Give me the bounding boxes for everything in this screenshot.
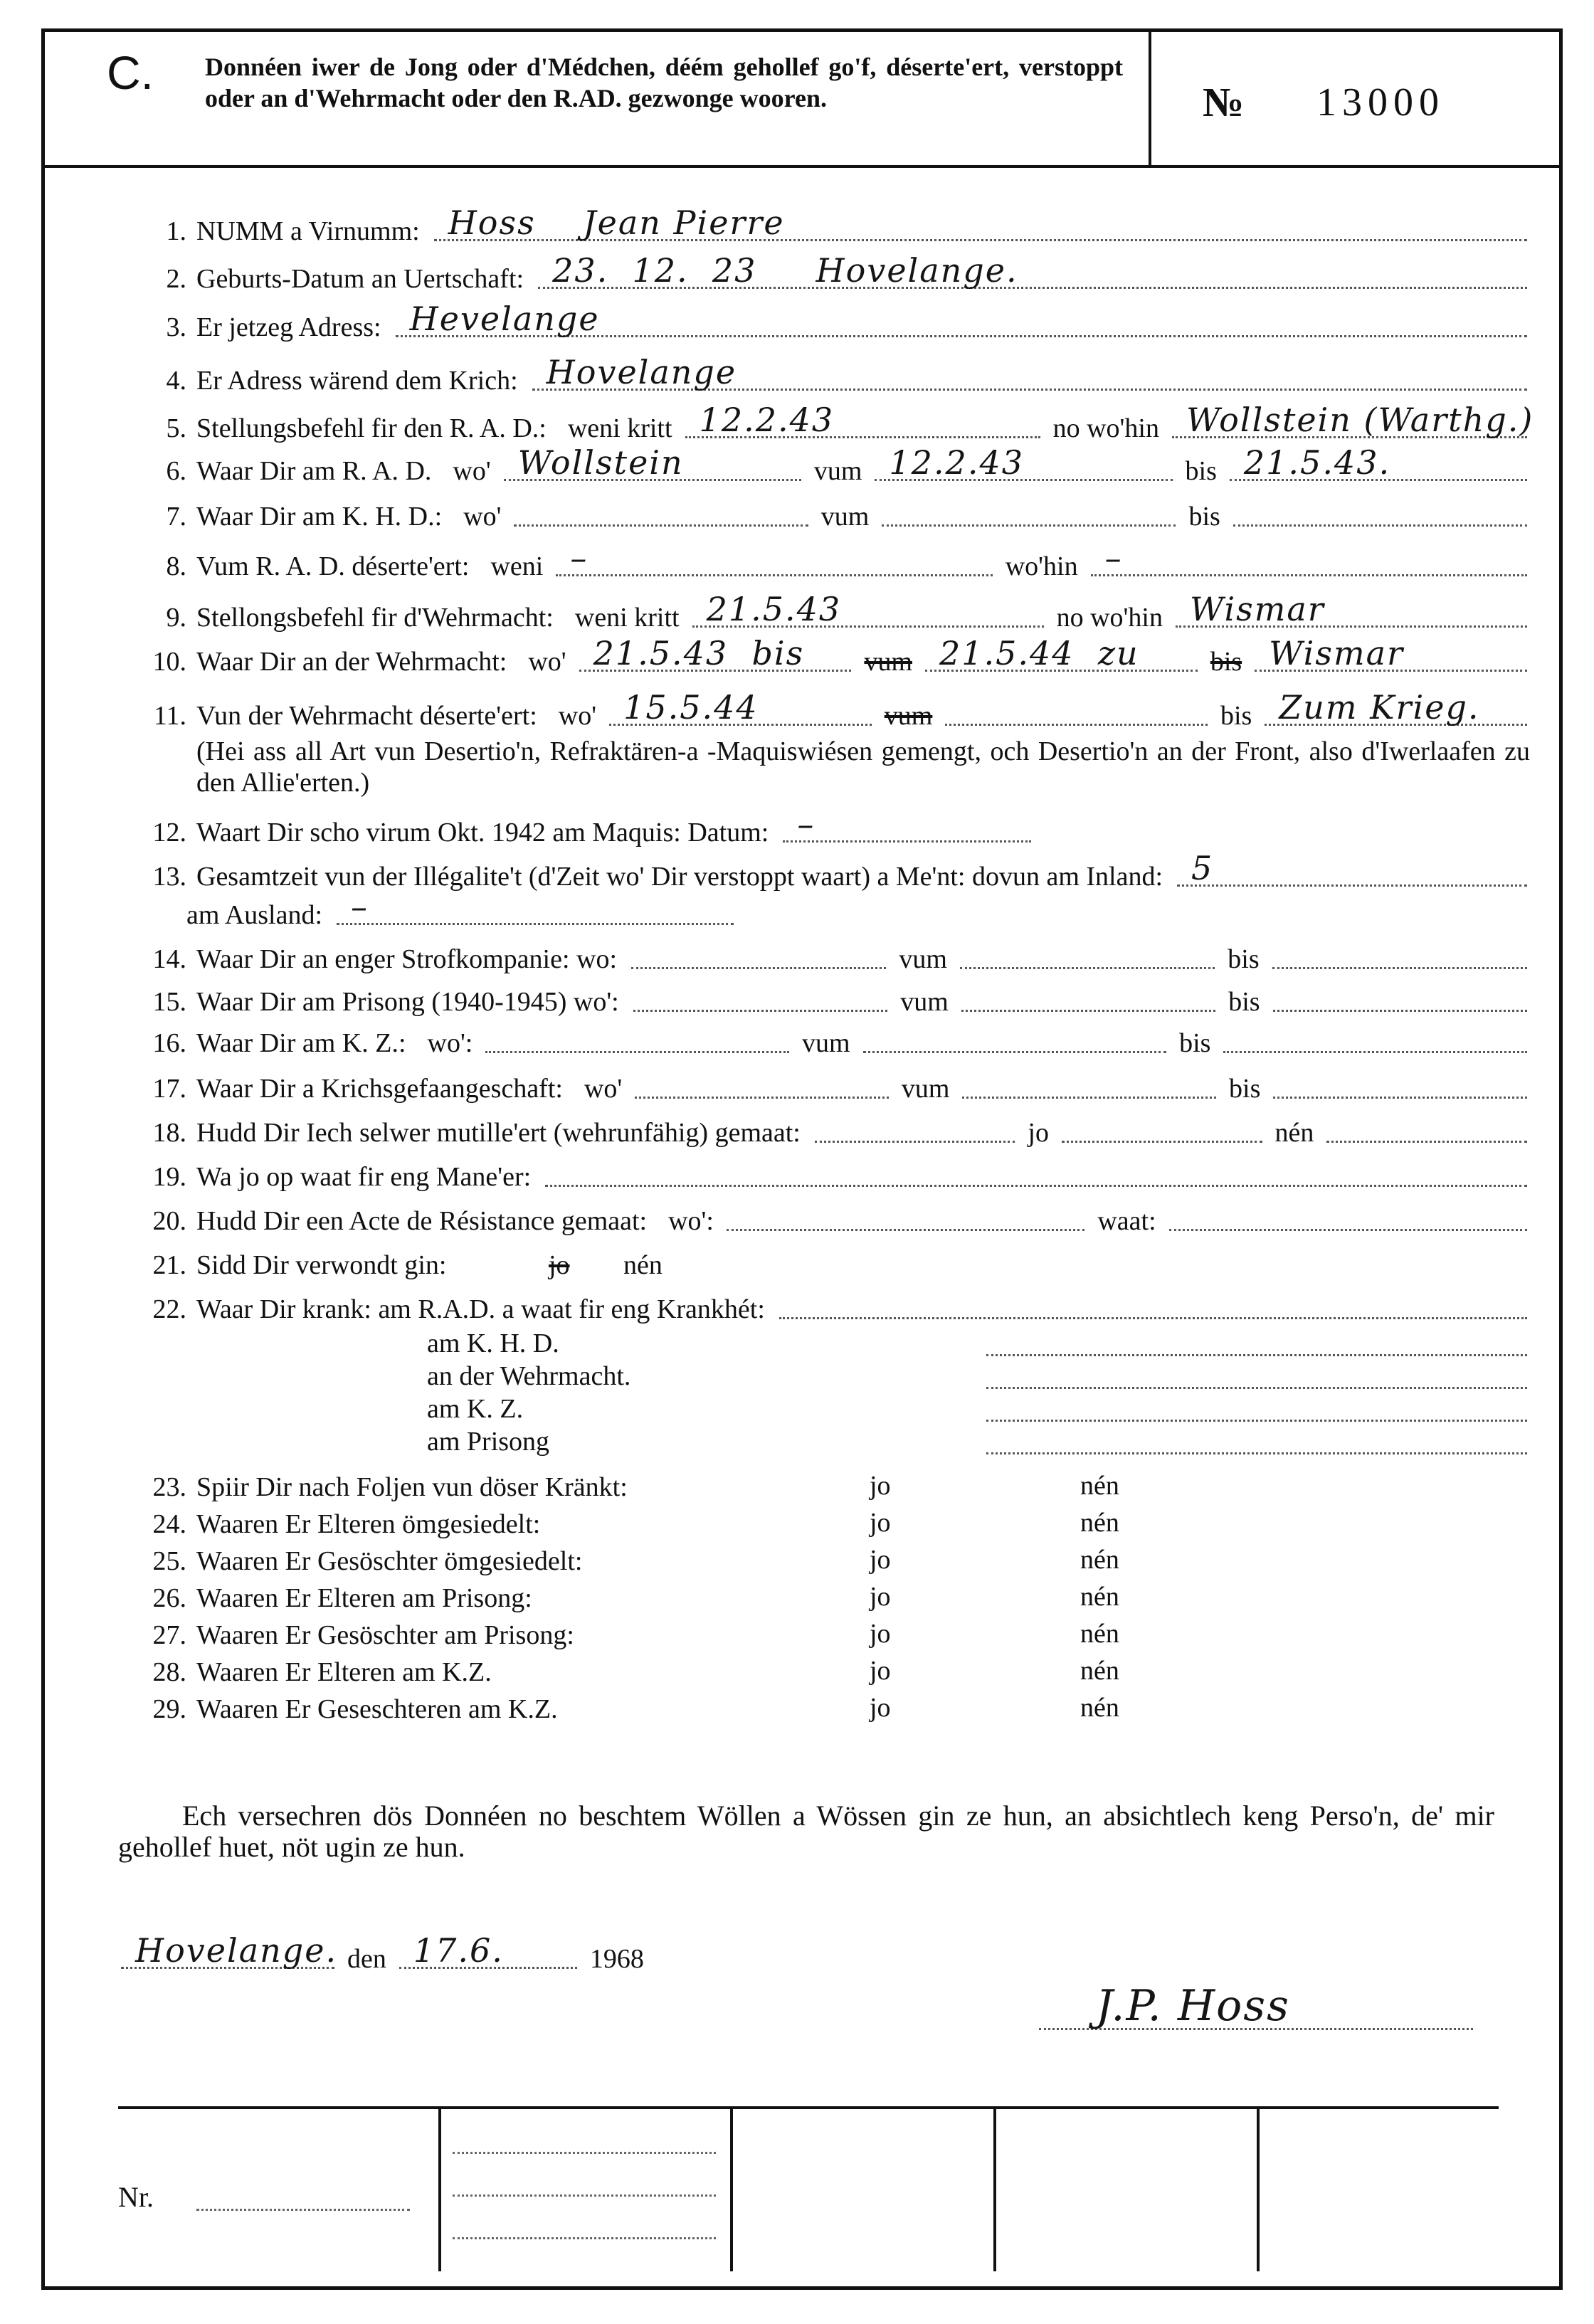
printed-label: bis <box>1229 1074 1261 1104</box>
declaration: Ech versechren dös Donnéen no beschtem Wöllen a Wössen gin ze hun, an absichtlech keng Perso'n, de' mir gehollef huet, nöt ugin ze hun. <box>118 1800 1494 1863</box>
handwritten-value: Hovelange <box>546 353 737 391</box>
handwritten-value: 21.5.43 bis <box>593 634 805 672</box>
form-row-23 <box>128 1466 1530 1503</box>
handwritten-value: Hoss Jean Pierre <box>448 204 785 242</box>
printed-label: bis <box>1210 647 1242 677</box>
row-number: 9. <box>166 603 186 633</box>
table-divider <box>1257 2109 1260 2271</box>
input-field[interactable] <box>514 493 808 527</box>
choice-no[interactable]: nén <box>1080 1619 1119 1649</box>
printed-label: bis <box>1185 456 1217 486</box>
printed-label: weni kritt <box>567 413 672 443</box>
form-row-10 <box>128 634 1530 677</box>
table-divider <box>438 2109 441 2271</box>
input-field[interactable] <box>961 978 1215 1012</box>
row-label: am Prisong <box>427 1427 550 1457</box>
printed-label: bis <box>1179 1028 1211 1058</box>
form-row-17 <box>128 1067 1530 1104</box>
row-label: Stellongsbefehl fir d'Wehrmacht: <box>196 603 554 633</box>
input-field[interactable] <box>779 1286 1527 1319</box>
row-label: Stellungsbefehl fir den R. A. D.: <box>196 413 547 443</box>
handwritten-value: 21.5.43 <box>706 590 842 628</box>
printed-label: bis <box>1228 987 1260 1017</box>
row-label: Waar Dir an der Wehrmacht: <box>196 647 507 677</box>
printed-label: wo' <box>528 647 566 677</box>
input-field[interactable] <box>986 1427 1527 1454</box>
input-field[interactable] <box>960 936 1215 969</box>
row-label: am K. H. D. <box>427 1329 559 1358</box>
handwritten-value: 23. 12. 23 Hovelange. <box>552 251 1018 290</box>
printed-label: weni kritt <box>574 603 680 633</box>
row-number: 21. <box>152 1250 186 1280</box>
row-number: 6. <box>166 456 186 486</box>
form-row-24 <box>128 1503 1530 1540</box>
input-field[interactable] <box>863 1020 1167 1053</box>
row-number: 24. <box>152 1509 186 1539</box>
table-divider <box>993 2109 996 2271</box>
row-label: Vum R. A. D. déserte'ert: <box>196 551 470 581</box>
row-label: am K. Z. <box>427 1394 524 1424</box>
row-number: 13. <box>152 862 186 892</box>
input-field[interactable] <box>579 634 852 672</box>
printed-label: no wo'hin <box>1056 603 1163 633</box>
printed-label: bis <box>1228 944 1260 974</box>
printed-label: bis <box>1188 502 1220 532</box>
row-number: 26. <box>152 1583 186 1613</box>
choice-yes[interactable]: jo <box>870 1656 891 1686</box>
form-row-11 <box>128 688 1530 731</box>
row-label: Waaren Er Gesöschter ömgesiedelt: <box>196 1546 583 1576</box>
form-row-14 <box>128 938 1530 975</box>
nr-label: Nr. <box>118 2181 154 2213</box>
printed-label: vum <box>884 701 933 731</box>
date-field[interactable] <box>399 1931 577 1970</box>
input-field[interactable] <box>986 1394 1527 1422</box>
row-number: 5. <box>166 413 186 443</box>
input-field[interactable] <box>396 300 1527 338</box>
table-field[interactable] <box>453 2237 716 2239</box>
number-sign: № <box>1203 79 1245 125</box>
input-field[interactable] <box>1265 688 1527 727</box>
choice-no[interactable]: nén <box>1080 1508 1119 1538</box>
header-vertical-divider <box>1149 28 1151 167</box>
row-label: Waaren Er Gesöschter am Prisong: <box>196 1620 574 1650</box>
handwritten-value: Wollstein <box>517 443 684 482</box>
printed-label: wo'hin <box>1005 551 1078 581</box>
handwritten-value: 5 <box>1191 849 1214 887</box>
choice-yes[interactable]: jo <box>870 1582 891 1612</box>
choice-no[interactable]: nén <box>1080 1471 1119 1501</box>
header-divider <box>41 165 1559 168</box>
row-label: Wa jo op waat fir eng Mane'er: <box>196 1162 532 1192</box>
form-row-19 <box>128 1156 1530 1193</box>
row-label: Waar Dir krank: am R.A.D. a waat fir eng Krankhét: <box>196 1294 765 1324</box>
printed-label: wo' <box>558 701 597 731</box>
row-label: NUMM a Virnumm: <box>196 216 420 246</box>
row-number: 17. <box>152 1074 186 1104</box>
row-label: Spiir Dir nach Foljen vun döser Kränkt: <box>196 1472 628 1502</box>
printed-label: weni <box>490 551 544 581</box>
form-row-18 <box>128 1111 1530 1148</box>
krank-subrow <box>427 1361 1530 1392</box>
input-field[interactable] <box>986 1361 1527 1389</box>
printed-label: no wo'hin <box>1052 413 1159 443</box>
row-label: Vun der Wehrmacht déserte'ert: <box>196 701 537 731</box>
office-use-table <box>118 2106 1499 2271</box>
signing-line <box>118 1931 654 1975</box>
input-field[interactable] <box>532 353 1527 391</box>
handwritten-value: – <box>570 539 588 577</box>
input-field[interactable] <box>609 688 872 727</box>
choice-yes[interactable]: jo <box>870 1545 891 1575</box>
choice-yes[interactable]: jo <box>870 1471 891 1501</box>
input-field[interactable] <box>538 251 1527 290</box>
form-row-7 <box>128 495 1530 532</box>
input-field[interactable] <box>1273 1065 1527 1099</box>
row-label: Geburts-Datum an Uertschaft: <box>196 264 524 294</box>
row-label: an der Wehrmacht. <box>427 1361 631 1391</box>
printed-label: vum <box>899 944 947 974</box>
form-row-12 <box>128 805 1530 848</box>
printed-label: vum <box>813 456 862 486</box>
row-label: Waar Dir am Prisong (1940-1945) wo': <box>196 987 619 1017</box>
row-number: 20. <box>152 1206 186 1236</box>
row-label: Er jetzeg Adress: <box>196 312 381 342</box>
form-row-1 <box>128 204 1530 247</box>
signature: J.P. Hoss <box>1096 1981 1290 2031</box>
printed-label: nén <box>1274 1118 1314 1148</box>
choice-no[interactable]: nén <box>1080 1693 1119 1723</box>
input-field[interactable] <box>504 443 801 482</box>
choice-yes[interactable]: jo <box>870 1619 891 1649</box>
input-field[interactable] <box>485 1020 789 1053</box>
row-number: 19. <box>152 1162 186 1192</box>
form-row-28 <box>128 1651 1530 1688</box>
handwritten-value: 21.5.44 zu <box>939 634 1139 672</box>
printed-label: vum <box>900 987 949 1017</box>
choice-no[interactable]: nén <box>1080 1582 1119 1612</box>
row-number: 28. <box>152 1657 186 1687</box>
form-row-16 <box>128 1022 1530 1059</box>
printed-label: jo <box>1028 1118 1049 1148</box>
row-label: Waar Dir am K. Z.: <box>196 1028 406 1058</box>
table-divider <box>730 2109 733 2271</box>
printed-label: nén <box>589 1250 663 1280</box>
form-title: Donnéen iwer de Jong oder d'Médchen, déém gehollef go'f, déserte'ert, verstoppt oder an d'Wehrmacht oder den R.AD. gezwonge wooren. <box>205 53 1123 112</box>
row-number: 14. <box>152 944 186 974</box>
form-row-13b <box>186 887 1530 931</box>
row-label: Waaren Er Geseschteren am K.Z. <box>196 1694 558 1724</box>
printed-label: wo' <box>453 456 491 486</box>
printed-label: vum <box>864 647 912 677</box>
input-field[interactable] <box>962 1065 1216 1099</box>
form-row-26 <box>128 1577 1530 1614</box>
input-field[interactable] <box>1169 1198 1527 1231</box>
input-field[interactable] <box>633 978 887 1012</box>
row-label: Waar Dir an enger Strofkompanie: wo: <box>196 944 618 974</box>
form-row-6 <box>128 443 1530 487</box>
row-number: 4. <box>166 366 186 396</box>
printed-label: wo': <box>427 1028 473 1058</box>
choice-yes[interactable]: jo <box>870 1508 891 1538</box>
handwritten-value: Wismar <box>1189 590 1325 628</box>
handwritten-value: – <box>797 805 816 843</box>
row-label: Hudd Dir Iech selwer mutille'ert (wehrunfähig) gemaat: <box>196 1118 801 1148</box>
row-number: 23. <box>152 1472 186 1502</box>
input-field[interactable] <box>783 805 1031 843</box>
input-field[interactable] <box>882 493 1176 527</box>
input-field[interactable] <box>1230 443 1527 482</box>
row-label: Waar Dir am K. H. D.: <box>196 502 443 532</box>
row-number: 25. <box>152 1546 186 1576</box>
handwritten-value: – <box>351 887 369 926</box>
printed-label: vum <box>820 502 870 532</box>
input-field[interactable] <box>1062 1109 1262 1143</box>
row-number: 22. <box>152 1294 186 1324</box>
form-row-15 <box>128 981 1530 1018</box>
handwritten-value: 15.5.44 <box>623 688 759 727</box>
input-field[interactable] <box>545 1153 1527 1187</box>
input-field[interactable] <box>1172 401 1534 439</box>
form-row-25 <box>128 1540 1530 1577</box>
row-label: Gesamtzeit vun der Illégalite't (d'Zeit wo' Dir verstoppt waart) a Me'nt: dovun am Inland: <box>196 862 1163 892</box>
form-row-20 <box>128 1200 1530 1237</box>
handwritten-value: 12.2.43 <box>699 401 835 439</box>
row-label: Er Adress wärend dem Krich: <box>196 366 518 396</box>
form-row-2 <box>128 251 1530 295</box>
printed-label: vum <box>901 1074 950 1104</box>
nr-field[interactable] <box>196 2209 410 2211</box>
printed-label: jo <box>548 1250 570 1280</box>
choice-yes[interactable]: jo <box>870 1693 891 1723</box>
row-number: 10. <box>152 647 186 677</box>
row-label: Waaren Er Elteren am Prisong: <box>196 1583 532 1613</box>
row-number: 3. <box>166 312 186 342</box>
form-row-21 <box>128 1244 1530 1281</box>
input-field[interactable] <box>1176 590 1527 628</box>
place-value: Hovelange. <box>135 1931 338 1970</box>
section-letter: C. <box>107 46 154 99</box>
choice-no[interactable]: nén <box>1080 1656 1119 1686</box>
row-number: 1. <box>166 216 186 246</box>
input-field[interactable] <box>1255 634 1527 672</box>
row-number: 16. <box>152 1028 186 1058</box>
handwritten-value: Wismar <box>1269 634 1404 672</box>
input-field[interactable] <box>1233 493 1527 527</box>
row-number: 2. <box>166 264 186 294</box>
input-field[interactable] <box>986 1329 1527 1356</box>
printed-label: vum <box>801 1028 850 1058</box>
input-field[interactable] <box>1091 539 1527 577</box>
handwritten-value: Hevelange <box>409 300 600 338</box>
input-field[interactable] <box>434 204 1527 242</box>
printed-label: wo' <box>584 1074 623 1104</box>
input-field[interactable] <box>815 1109 1015 1143</box>
row-label: Sidd Dir verwondt gin: <box>196 1250 447 1280</box>
row-label: Hudd Dir een Acte de Résistance gemaat: <box>196 1206 648 1236</box>
form-row-29 <box>128 1688 1530 1725</box>
form-row-9 <box>128 590 1530 633</box>
form-number: 13000 <box>1316 80 1445 125</box>
handwritten-value: 12.2.43 <box>889 443 1024 482</box>
input-field[interactable] <box>631 936 886 969</box>
input-field[interactable] <box>635 1065 889 1099</box>
place-field[interactable] <box>121 1931 338 1970</box>
form-row-13 <box>128 849 1530 892</box>
form-row-3 <box>128 300 1530 343</box>
input-field[interactable] <box>685 401 1040 439</box>
input-field[interactable] <box>1272 936 1527 969</box>
handwritten-value: Zum Krieg. <box>1279 688 1480 727</box>
table-field[interactable] <box>453 2194 716 2197</box>
year-label: 1968 <box>589 1944 644 1974</box>
row-number: 11. <box>153 701 186 731</box>
printed-label: waat: <box>1097 1206 1156 1236</box>
krank-subrow <box>427 1426 1530 1457</box>
input-field[interactable] <box>692 590 1044 628</box>
krank-subrow <box>427 1393 1530 1425</box>
desertion-note: (Hei ass all Art vun Desertio'n, Refraktären-a -Maquiswiésen gemengt, och Desertio'n an der Front, also d'Iwerlaafen zu den Allie'erten.) <box>196 736 1530 798</box>
date-value: 17.6. <box>413 1931 504 1970</box>
row-label: Waaren Er Elteren ömgesiedelt: <box>196 1509 541 1539</box>
row-label: Waar Dir am R. A. D. <box>196 456 432 486</box>
row-number: 8. <box>166 551 186 581</box>
row-number: 7. <box>166 502 186 532</box>
form-row-22 <box>128 1288 1530 1325</box>
printed-label: wo': <box>668 1206 714 1236</box>
input-field[interactable] <box>875 443 1172 482</box>
input-field[interactable] <box>945 692 1208 726</box>
row-label: Waart Dir scho virum Okt. 1942 am Maquis: Datum: <box>196 818 769 847</box>
form-row-27 <box>128 1614 1530 1651</box>
den-label: den <box>347 1944 386 1974</box>
row-label: Waaren Er Elteren am K.Z. <box>196 1657 492 1687</box>
input-field[interactable] <box>337 887 734 926</box>
handwritten-value: Wollstein (Warthg.) <box>1186 401 1534 439</box>
krank-subrow <box>427 1328 1530 1359</box>
row-number: 18. <box>152 1118 186 1148</box>
input-field[interactable] <box>1273 978 1527 1012</box>
printed-label <box>458 1250 539 1281</box>
table-field[interactable] <box>453 2152 716 2154</box>
row-label: am Ausland: <box>186 900 323 930</box>
row-number: 12. <box>152 818 186 847</box>
input-field[interactable] <box>1223 1020 1527 1053</box>
signature-field[interactable] <box>1039 1978 1473 2030</box>
row-number: 29. <box>152 1694 186 1724</box>
row-label: Waar Dir a Krichsgefaangeschaft: <box>196 1074 563 1104</box>
printed-label: wo' <box>463 502 502 532</box>
form-row-4 <box>128 353 1530 396</box>
handwritten-value: – <box>1104 539 1123 577</box>
input-field[interactable] <box>727 1198 1084 1231</box>
row-number: 15. <box>152 987 186 1017</box>
input-field[interactable] <box>925 634 1198 672</box>
row-number: 27. <box>152 1620 186 1650</box>
form-row-8 <box>128 539 1530 582</box>
input-field[interactable] <box>556 539 992 577</box>
input-field[interactable] <box>1177 849 1527 887</box>
handwritten-value: 21.5.43. <box>1243 443 1391 482</box>
input-field[interactable] <box>1326 1109 1527 1143</box>
form-row-5 <box>128 401 1534 444</box>
choice-no[interactable]: nén <box>1080 1545 1119 1575</box>
printed-label: bis <box>1220 701 1252 731</box>
